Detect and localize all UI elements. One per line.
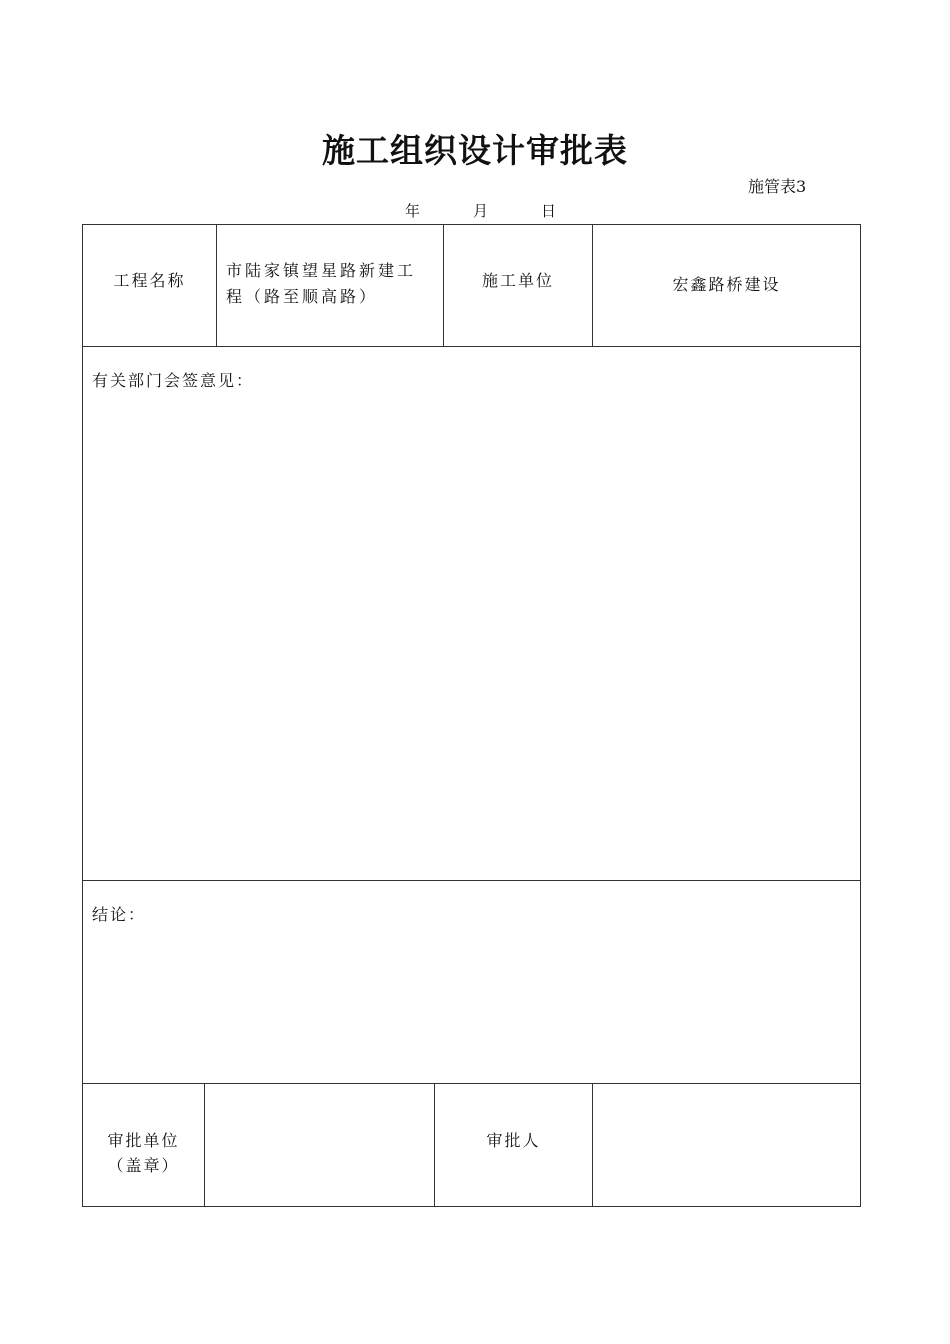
contractor-value[interactable]: 宏鑫路桥建设 [672, 275, 781, 294]
approver-unit-seal-area[interactable] [205, 1084, 434, 1206]
conclusion-area[interactable] [83, 930, 860, 1082]
date-month: 月 [473, 202, 489, 220]
form-number: 施管表3 [748, 177, 807, 196]
approver-label: 审批人 [486, 1131, 541, 1150]
conclusion-label: 结论： [92, 905, 147, 924]
date-year: 年 [405, 202, 421, 220]
row-divider-1 [82, 346, 861, 347]
row-divider-2 [82, 880, 861, 881]
project-name-value[interactable] [226, 258, 440, 310]
row1-col-divider-1 [216, 224, 217, 346]
date-day: 日 [541, 202, 557, 220]
approver-unit-line-2: （盖章） [107, 1156, 180, 1175]
approver-unit-line-1: 审批单位 [107, 1131, 180, 1150]
opinion-area[interactable] [83, 396, 860, 879]
form-title: 施工组织设计审批表 [322, 131, 628, 170]
approver-signature-area[interactable] [593, 1084, 860, 1206]
project-name-label: 工程名称 [113, 271, 186, 290]
project-name-line-2: 程（路至顺高路） [226, 287, 379, 306]
contractor-label: 施工单位 [481, 271, 554, 290]
approver-unit-label [83, 1128, 204, 1178]
opinion-label: 有关部门会签意见： [92, 371, 255, 390]
project-name-line-1: 市陆家镇望星路新建工 [226, 261, 417, 280]
